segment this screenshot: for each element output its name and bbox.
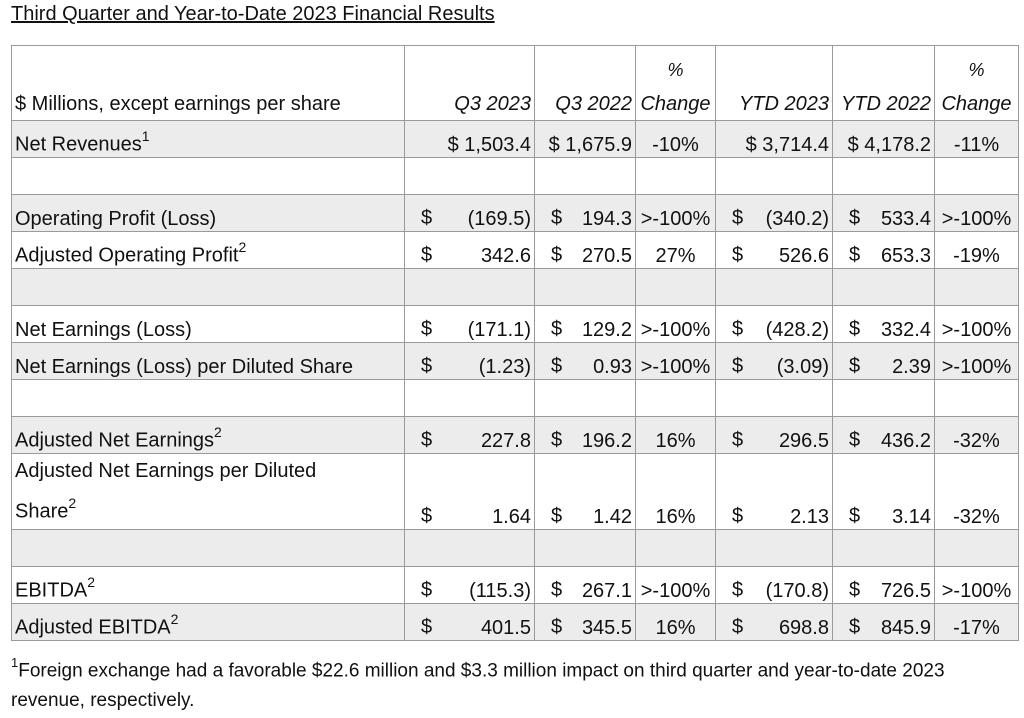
currency-symbol: $ bbox=[732, 429, 744, 451]
cell-value: 653.3 bbox=[880, 245, 931, 267]
currency-symbol: $ bbox=[849, 429, 861, 451]
footnote-text: Foreign exchange had a favorable $22.6 million and $3.3 million impact on third quarter and year-to-date 2023 revenue, respectively. bbox=[11, 660, 945, 712]
cell-q3-2022 bbox=[535, 232, 636, 269]
cell-q3-2023 bbox=[405, 306, 535, 343]
cell-value: 1,503.4 bbox=[464, 134, 531, 156]
cell-q-change: >-100% bbox=[636, 343, 716, 380]
header-ytd-change-label: Change bbox=[941, 93, 1012, 115]
cell-value: (170.8) bbox=[765, 579, 829, 602]
cell-value: (169.5) bbox=[467, 208, 531, 230]
row-label: Operating Profit (Loss) bbox=[12, 195, 405, 232]
cell-ytd-2022 bbox=[833, 121, 935, 158]
cell-q3-2023 bbox=[405, 343, 535, 380]
cell-q3-2023 bbox=[405, 454, 535, 530]
currency-symbol: $ bbox=[421, 318, 433, 340]
cell-value: 533.4 bbox=[880, 208, 931, 230]
cell-q-change: 16% bbox=[636, 454, 716, 530]
cell-ytd-2022 bbox=[833, 195, 935, 232]
row-label bbox=[12, 121, 405, 158]
row-label-text: EBITDA bbox=[15, 579, 88, 602]
cell-ytd-2023 bbox=[716, 603, 833, 640]
currency-symbol: $ bbox=[421, 207, 433, 229]
currency-symbol: $ bbox=[551, 429, 563, 451]
cell-q3-2023 bbox=[405, 417, 535, 454]
cell-q3-2022 bbox=[535, 195, 636, 232]
cell-q3-2023 bbox=[405, 195, 535, 232]
cell-q3-2022 bbox=[535, 454, 636, 530]
header-q3-2022: Q3 2022 bbox=[535, 46, 636, 121]
footnote-ref: 1 bbox=[141, 128, 150, 145]
cell-value: (1.23) bbox=[478, 356, 531, 378]
currency-symbol: $ bbox=[745, 134, 757, 156]
currency-symbol: $ bbox=[551, 578, 563, 601]
currency-symbol: $ bbox=[421, 244, 433, 266]
cell-value: (115.3) bbox=[469, 579, 531, 602]
currency-symbol: $ bbox=[421, 429, 433, 451]
currency-symbol: $ bbox=[551, 355, 563, 377]
cell-ytd-2023 bbox=[716, 306, 833, 343]
cell-value: 4,178.2 bbox=[864, 134, 931, 156]
row-label-text: Adjusted Operating Profit bbox=[15, 245, 239, 267]
currency-symbol: $ bbox=[421, 355, 433, 377]
cell-value: (171.1) bbox=[467, 319, 531, 341]
cell-q3-2023 bbox=[405, 566, 535, 603]
cell-q-change: >-100% bbox=[636, 195, 716, 232]
currency-symbol: $ bbox=[849, 318, 861, 340]
cell-ytd-change: >-100% bbox=[935, 195, 1019, 232]
currency-symbol: $ bbox=[551, 504, 563, 527]
row-label-line1: Adjusted Net Earnings per Diluted bbox=[15, 460, 317, 482]
cell-ytd-2022 bbox=[833, 306, 935, 343]
currency-symbol: $ bbox=[732, 578, 744, 601]
currency-symbol: $ bbox=[447, 134, 459, 156]
cell-q3-2022 bbox=[535, 343, 636, 380]
currency-symbol: $ bbox=[421, 504, 433, 527]
cell-q3-2023 bbox=[405, 121, 535, 158]
row-label bbox=[12, 566, 405, 603]
currency-symbol: $ bbox=[847, 134, 859, 156]
cell-value: 845.9 bbox=[880, 616, 931, 639]
currency-symbol: $ bbox=[732, 355, 744, 377]
cell-value: 270.5 bbox=[581, 245, 632, 267]
currency-symbol: $ bbox=[849, 355, 861, 377]
cell-value: 1,675.9 bbox=[565, 134, 632, 156]
cell-ytd-2023 bbox=[716, 121, 833, 158]
cell-q-change: >-100% bbox=[636, 306, 716, 343]
cell-ytd-change: -32% bbox=[935, 454, 1019, 530]
table-row-adjusted-operating-profit bbox=[12, 232, 1019, 269]
cell-value: 726.5 bbox=[880, 579, 931, 602]
footnote-ref: 2 bbox=[87, 574, 96, 590]
row-label-text: Adjusted Net Earnings bbox=[15, 430, 215, 452]
table-row-adjusted-net-earnings bbox=[12, 417, 1019, 454]
header-ytd-2022: YTD 2022 bbox=[833, 46, 935, 121]
cell-q3-2022 bbox=[535, 566, 636, 603]
cell-value: 2.39 bbox=[892, 356, 931, 378]
cell-q3-2022 bbox=[535, 306, 636, 343]
cell-ytd-change: >-100% bbox=[935, 306, 1019, 343]
cell-value: 196.2 bbox=[581, 430, 632, 452]
currency-symbol: $ bbox=[732, 244, 744, 266]
currency-symbol: $ bbox=[551, 615, 563, 638]
cell-value: 296.5 bbox=[778, 430, 829, 452]
currency-symbol: $ bbox=[732, 615, 744, 638]
cell-q3-2023 bbox=[405, 232, 535, 269]
table-spacer-row bbox=[12, 269, 1019, 306]
currency-symbol: $ bbox=[421, 615, 433, 638]
table-row-net-earnings bbox=[12, 306, 1019, 343]
header-ytd-2023: YTD 2023 bbox=[716, 46, 833, 121]
cell-ytd-change: -11% bbox=[935, 121, 1019, 158]
currency-symbol: $ bbox=[849, 244, 861, 266]
cell-q3-2022 bbox=[535, 121, 636, 158]
cell-ytd-2022 bbox=[833, 343, 935, 380]
cell-ytd-change: >-100% bbox=[935, 566, 1019, 603]
table-spacer-row bbox=[12, 529, 1019, 566]
currency-symbol: $ bbox=[732, 318, 744, 340]
currency-symbol: $ bbox=[849, 615, 861, 638]
cell-ytd-2023 bbox=[716, 417, 833, 454]
cell-ytd-2023 bbox=[716, 232, 833, 269]
cell-value: 3.14 bbox=[892, 505, 931, 528]
page-title: Third Quarter and Year-to-Date 2023 Financial Results bbox=[11, 3, 495, 25]
cell-value: 1.64 bbox=[492, 505, 531, 528]
cell-ytd-2023 bbox=[716, 566, 833, 603]
cell-value: 129.2 bbox=[581, 319, 632, 341]
currency-symbol: $ bbox=[551, 244, 563, 266]
cell-q-change: 27% bbox=[636, 232, 716, 269]
cell-value: 194.3 bbox=[581, 208, 632, 230]
cell-value: 3,714.4 bbox=[762, 134, 829, 156]
currency-symbol: $ bbox=[548, 134, 560, 156]
cell-value: 2.13 bbox=[790, 505, 829, 528]
cell-q3-2023 bbox=[405, 603, 535, 640]
row-label bbox=[12, 454, 405, 530]
cell-q-change: 16% bbox=[636, 417, 716, 454]
row-label-text: Adjusted EBITDA bbox=[15, 616, 171, 639]
cell-ytd-2023 bbox=[716, 454, 833, 530]
header-label: $ Millions, except earnings per share bbox=[12, 46, 405, 121]
table-header-row bbox=[12, 46, 1019, 121]
cell-ytd-2022 bbox=[833, 232, 935, 269]
header-q-pct-symbol: % bbox=[667, 60, 684, 80]
footnote bbox=[11, 650, 1016, 716]
row-label-line2: Share bbox=[15, 500, 69, 523]
currency-symbol: $ bbox=[849, 578, 861, 601]
cell-q3-2022 bbox=[535, 603, 636, 640]
cell-q-change: -10% bbox=[636, 121, 716, 158]
cell-value: (340.2) bbox=[765, 208, 829, 230]
cell-value: 0.93 bbox=[593, 356, 632, 378]
cell-value: 342.6 bbox=[480, 245, 531, 267]
table-row-operating-profit bbox=[12, 195, 1019, 232]
financial-results-table bbox=[11, 45, 1019, 641]
row-label bbox=[12, 603, 405, 640]
cell-value: 436.2 bbox=[880, 430, 931, 452]
cell-value: 401.5 bbox=[480, 616, 531, 639]
cell-ytd-2022 bbox=[833, 417, 935, 454]
cell-ytd-2022 bbox=[833, 454, 935, 530]
cell-ytd-change: -32% bbox=[935, 417, 1019, 454]
cell-ytd-change: -17% bbox=[935, 603, 1019, 640]
table-spacer-row bbox=[12, 158, 1019, 195]
table-row-ebitda bbox=[12, 566, 1019, 603]
cell-value: 526.6 bbox=[778, 245, 829, 267]
cell-q-change: >-100% bbox=[636, 566, 716, 603]
currency-symbol: $ bbox=[849, 207, 861, 229]
cell-value: 227.8 bbox=[480, 430, 531, 452]
cell-value: 698.8 bbox=[778, 616, 829, 639]
header-ytd-change bbox=[935, 46, 1019, 121]
cell-ytd-2022 bbox=[833, 566, 935, 603]
row-label: Net Earnings (Loss) bbox=[12, 306, 405, 343]
footnote-ref: 2 bbox=[238, 239, 247, 256]
footnote-marker: 1 bbox=[11, 655, 19, 670]
cell-q-change: 16% bbox=[636, 603, 716, 640]
cell-value: (3.09) bbox=[776, 356, 829, 378]
table-row-adjusted-net-earnings-per-share bbox=[12, 454, 1019, 530]
table-row-net-earnings-per-share bbox=[12, 343, 1019, 380]
currency-symbol: $ bbox=[421, 578, 433, 601]
header-q-change-label: Change bbox=[640, 93, 711, 115]
cell-ytd-2023 bbox=[716, 343, 833, 380]
currency-symbol: $ bbox=[849, 504, 861, 527]
cell-ytd-2022 bbox=[833, 603, 935, 640]
currency-symbol: $ bbox=[732, 207, 744, 229]
table-row-adjusted-ebitda bbox=[12, 603, 1019, 640]
row-label-text: Net Revenues bbox=[15, 134, 142, 156]
cell-value: (428.2) bbox=[765, 319, 829, 341]
cell-value: 1.42 bbox=[593, 505, 632, 528]
cell-value: 267.1 bbox=[581, 579, 632, 602]
cell-ytd-change: >-100% bbox=[935, 343, 1019, 380]
row-label bbox=[12, 232, 405, 269]
currency-symbol: $ bbox=[732, 504, 744, 527]
cell-ytd-change: -19% bbox=[935, 232, 1019, 269]
header-q3-2023: Q3 2023 bbox=[405, 46, 535, 121]
footnote-ref: 2 bbox=[170, 611, 179, 627]
header-q-change bbox=[636, 46, 716, 121]
cell-ytd-2023 bbox=[716, 195, 833, 232]
table-spacer-row bbox=[12, 380, 1019, 417]
cell-q3-2022 bbox=[535, 417, 636, 454]
header-ytd-pct-symbol: % bbox=[968, 60, 985, 80]
cell-value: 345.5 bbox=[581, 616, 632, 639]
footnote-ref: 2 bbox=[214, 424, 222, 441]
cell-value: 332.4 bbox=[880, 319, 931, 341]
row-label: Net Earnings (Loss) per Diluted Share bbox=[12, 343, 405, 380]
footnote-ref: 2 bbox=[68, 495, 77, 511]
currency-symbol: $ bbox=[551, 207, 563, 229]
currency-symbol: $ bbox=[551, 318, 563, 340]
table-row-net-revenues bbox=[12, 121, 1019, 158]
row-label bbox=[12, 417, 405, 454]
